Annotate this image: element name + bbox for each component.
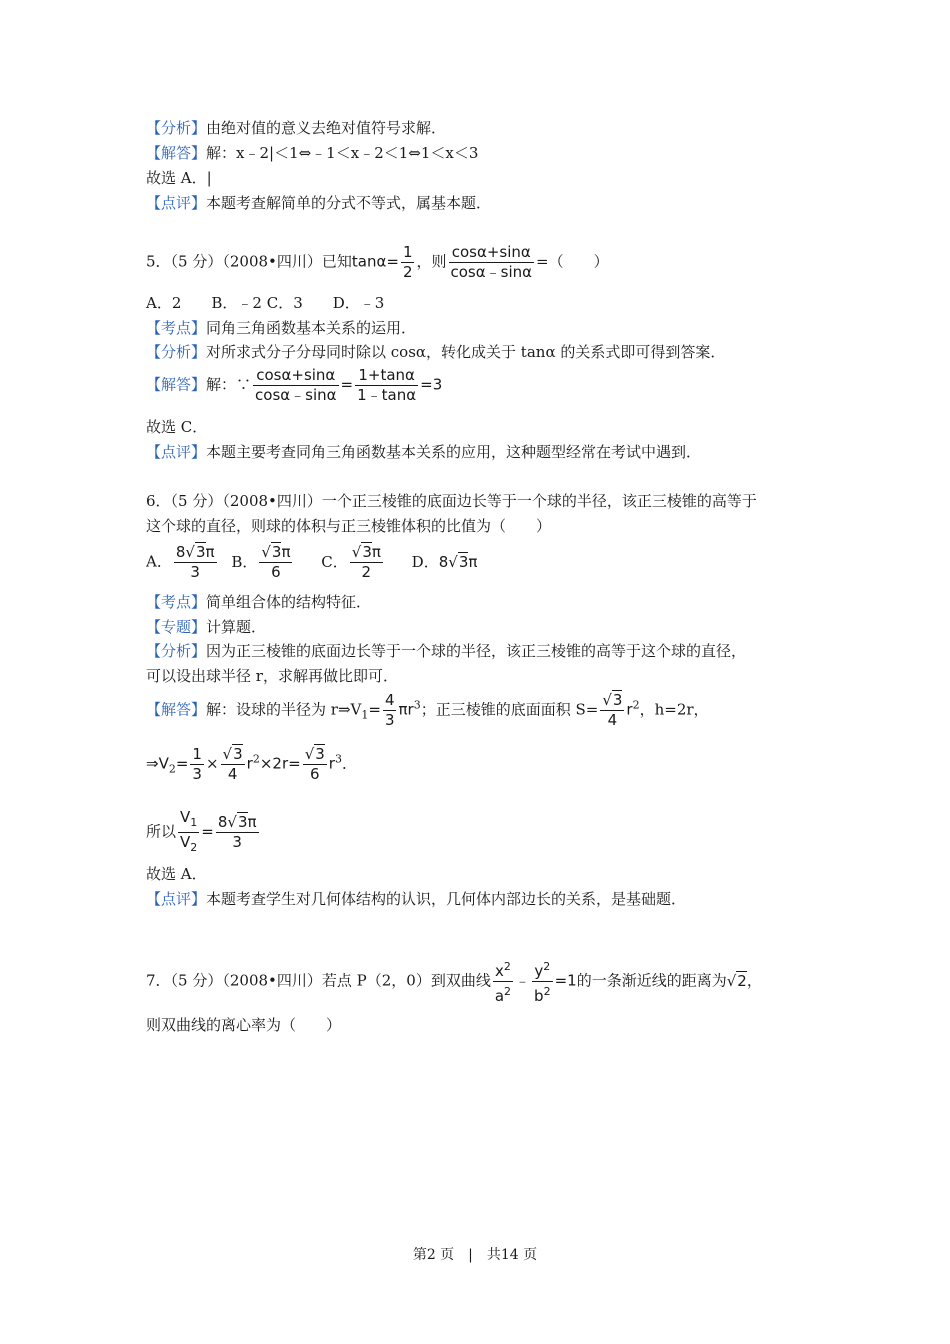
q6-solution-1: 【解答】解：设球的半径为 $r\Rightarrow V_1=$ $\frac{4}{3}$ $\pi r^3$；正三棱锥的底面面积 S= $\frac{√3}{4}$ $r^2$，h=2r， <box>146 691 709 729</box>
analysis-tag: 【分析】 <box>146 119 207 137</box>
comment-tag: 【点评】 <box>146 194 207 212</box>
option-d-value: 8√3π <box>438 552 478 571</box>
option-b-fraction: $\frac{√3\pi}{6}$ <box>261 543 291 581</box>
q4-choice: 故选 A．| <box>146 169 212 187</box>
q5-comment: 【点评】本题主要考查同角三角函数基本关系的应用，这种题型经常在考试中遇到． <box>146 443 702 461</box>
q6-choice: 故选 A． <box>146 865 207 883</box>
q5-stem: 5．（5 分）（2008•四川）已知tanα= $\frac{1}{2}$ ，则 $\frac{\cos\alpha+\sin\alpha}{\cos\alpha﹣\sin\alpha}$ =（ ） <box>146 243 609 281</box>
q7-stem-2: 则双曲线的离心率为（ ） <box>146 1016 342 1034</box>
q6-topic: 【专题】计算题． <box>146 618 267 636</box>
q5-solution: 【解答】解：∵ $\frac{\cos\alpha+\sin\alpha}{\cos\alpha﹣\sin\alpha}$ = $\frac{1+\tan\alpha}{1﹣\tan\alpha}$ =3 <box>146 366 443 404</box>
option-c-fraction: $\frac{√3\pi}{2}$ <box>351 543 381 581</box>
q4-comment: 【点评】本题考查解简单的分式不等式，属基本题． <box>146 194 492 212</box>
q6-analysis-2: 可以设出球半径 r，求解再做比即可． <box>146 667 398 685</box>
q7-stem-1: 7．（5 分）（2008•四川）若点 P（2，0）到双曲线 $\frac{x^2}{a^2}$ ﹣ $\frac{y^2}{b^2}$ =1的一条渐近线的距离为√2， <box>146 957 762 1006</box>
q5-options: A．2 B．﹣2 C．3 D．﹣3 <box>146 294 385 312</box>
half-fraction: $\frac{1}{2}$ <box>402 243 413 281</box>
topic-tag: 【专题】 <box>146 618 207 636</box>
point-tag: 【考点】 <box>146 319 207 337</box>
option-a-fraction: $\frac{8√3\pi}{3}$ <box>175 543 215 581</box>
q5-analysis: 【分析】对所求式分子分母同时除以 cosα，转化成关于 tanα 的关系式即可得到答案． <box>146 343 726 361</box>
solution-tag: 【解答】 <box>146 144 207 162</box>
q5-point: 【考点】同角三角函数基本关系的运用． <box>146 319 417 337</box>
q6-options: A． $\frac{8√3\pi}{3}$ B． $\frac{√3\pi}{6}$ C． $\frac{√3\pi}{2}$ D．8√3π <box>146 543 478 581</box>
q5-fraction: $\frac{\cos\alpha+\sin\alpha}{\cos\alpha﹣\sin\alpha}$ <box>450 243 533 281</box>
q6-ratio: 所以 $\frac{V_1}{V_2}$ = $\frac{8√3\pi}{3}$ <box>146 808 257 854</box>
q6-comment: 【点评】本题考查学生对几何体结构的认识，几何体内部边长的关系，是基础题． <box>146 890 687 908</box>
q6-solution-2: $\Rightarrow V_2=$ $\frac{1}{3}$ × $\frac{√3}{4}$ $r^2\times 2r=$ $\frac{√3}{6}$ $r^3$． <box>146 745 357 783</box>
q6-stem-2: 这个球的直径，则球的体积与正三棱锥体积的比值为（ ） <box>146 517 552 535</box>
q6-analysis-1: 【分析】因为正三棱锥的底面边长等于一个球的半径，该正三棱锥的高等于这个球的直径， <box>146 642 747 660</box>
q6-point: 【考点】简单组合体的结构特征． <box>146 593 372 611</box>
q6-stem-1: 6．（5 分）（2008•四川）一个正三棱锥的底面边长等于一个球的半径，该正三棱锥的高等于 <box>146 492 757 510</box>
q4-analysis: 【分析】由绝对值的意义去绝对值符号求解． <box>146 119 447 137</box>
q5-choice: 故选 C． <box>146 418 208 436</box>
q4-solution: 【解答】解：x﹣2|＜1⇔﹣1＜x﹣2＜1⇔1＜x＜3 <box>146 144 479 162</box>
page-footer: 第2 页 | 共14 页 <box>412 1247 538 1263</box>
